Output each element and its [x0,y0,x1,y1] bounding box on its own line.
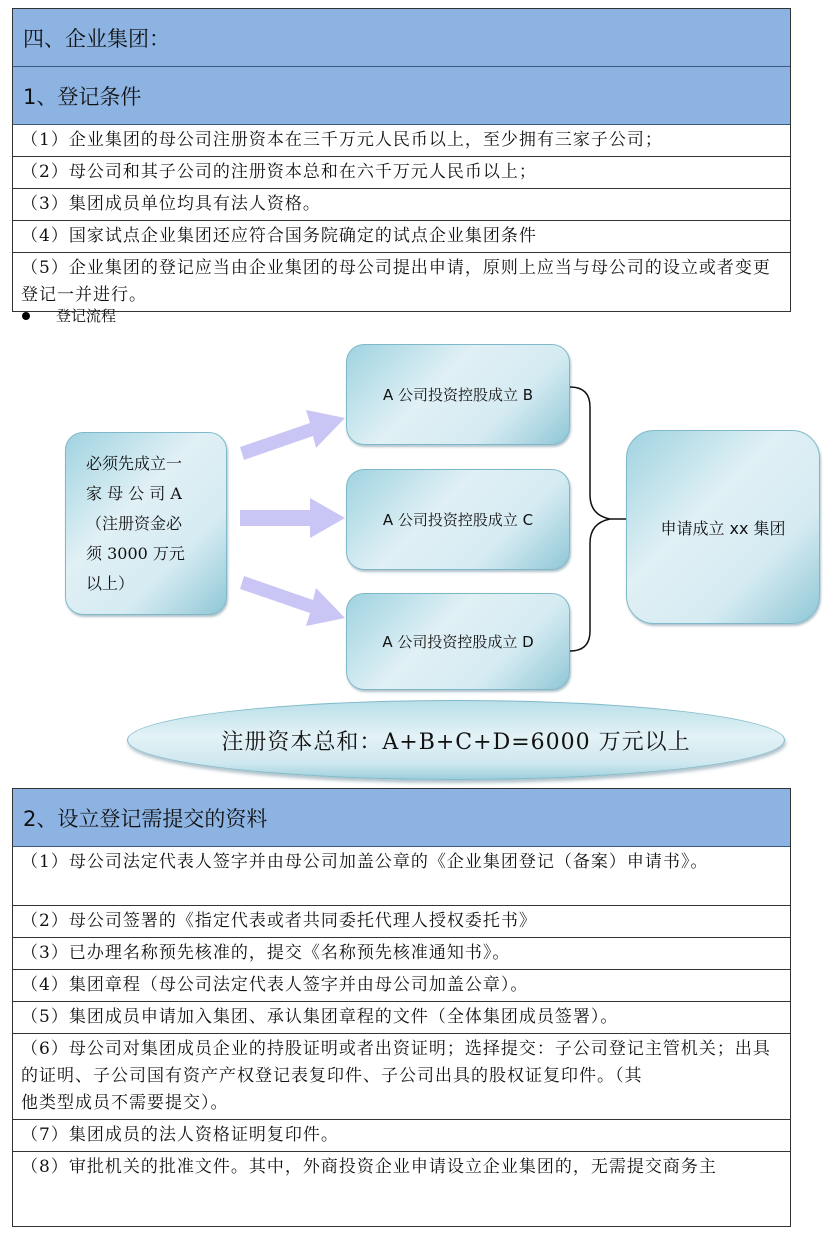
material-item: （2）母公司签署的《指定代表或者共同委托代理人授权委托书》 [13,906,790,938]
child-node-c: A 公司投资控股成立 C [346,469,570,570]
material-item: （5）集团成员申请加入集团、承认集团章程的文件（全体集团成员签署）。 [13,1002,790,1034]
material-item: （4）集团章程（母公司法定代表人签字并由母公司加盖公章）。 [13,970,790,1002]
parent-company-node: 必须先成立一 家 母 公 司 A （注册资金必 须 3000 万元 以上） [65,432,227,615]
brace-icon [568,385,628,655]
condition-item: （1）企业集团的母公司注册资本在三千万元人民币以上，至少拥有三家子公司； [13,125,790,157]
process-bullet [22,305,116,326]
arrow-icon [230,410,350,640]
result-node: 申请成立 xx 集团 [626,430,820,624]
condition-item: （4）国家试点企业集团还应符合国务院确定的试点企业集团条件 [13,221,790,253]
condition-item: （5）企业集团的登记应当由企业集团的母公司提出申请，原则上应当与母公司的设立或者变更登记一并进行。 [21,258,771,305]
conditions-heading: 1、登记条件 [13,67,790,125]
capital-summary-oval: 注册资本总和：A+B+C+D=6000 万元以上 [127,700,785,780]
material-item: （7）集团成员的法人资格证明复印件。 [13,1120,790,1152]
conditions-table [12,8,791,312]
child-node-d: A 公司投资控股成立 D [346,593,570,690]
materials-heading: 2、设立登记需提交的资料 [13,789,790,847]
section-title: 四、企业集团： [13,9,790,67]
condition-item: （3）集团成员单位均具有法人资格。 [13,189,790,221]
material-item-6: （6）母公司对集团成员企业的持股证明或者出资证明；选择提交：子公司登记主管机关；出具的证明、子公司国有资产产权登记表复印件、子公司出具的股权证复印件。（其 他类型成员不需要提交）。 [13,1034,790,1120]
materials-table [12,788,791,1227]
bullet-dot-icon [22,312,30,320]
child-node-b: A 公司投资控股成立 B [346,344,570,445]
material-item: （8）审批机关的批准文件。其中，外商投资企业申请设立企业集团的，无需提交商务主 [21,1157,717,1177]
material-item: （3）已办理名称预先核准的，提交《名称预先核准通知书》。 [13,938,790,970]
condition-item: （2）母公司和其子公司的注册资本总和在六千万元人民币以上； [13,157,790,189]
process-label: 登记流程 [56,307,117,325]
material-item: （1）母公司法定代表人签字并由母公司加盖公章的《企业集团登记（备案）申请书》。 [13,847,790,906]
